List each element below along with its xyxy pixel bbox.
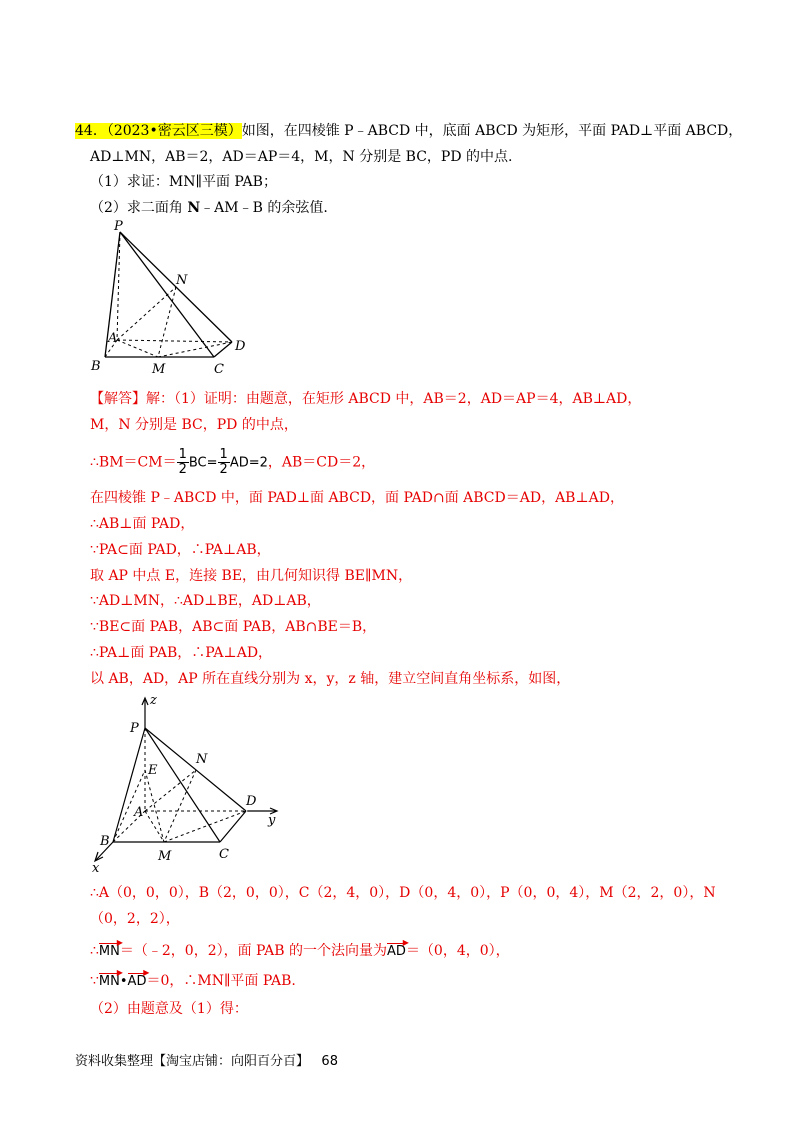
problem-source: （2023•密云区三模）: [106, 123, 242, 139]
vector-mn: MN ▶: [98, 938, 123, 959]
problem-line-2: AD⊥MN，AB＝2，AD＝AP＝4，M，N 分别是 BC，PD 的中点.: [90, 149, 513, 165]
fig2-label: z: [150, 693, 157, 708]
fig2-label: B: [100, 834, 110, 849]
vector-ad: AD ▶: [387, 938, 409, 959]
footer-text: 资料收集整理【淘宝店铺：向阳百分百】: [75, 1054, 310, 1069]
fraction: $\frac{1}{2}$: [219, 447, 228, 477]
fraction: $\frac{1}{2}$: [178, 447, 187, 477]
solution-tag: 【解答】: [90, 391, 146, 407]
solution-line-6: ∵PA⊂面 PAD，∴PA⊥AB，: [90, 542, 271, 558]
problem-part-1: （1）求证：MN∥平面 PAB；: [90, 174, 277, 190]
pyramid-figure-2: [88, 690, 288, 875]
problem-part-2: （2）求二面角 N﹣AM﹣B 的余弦值.: [90, 200, 328, 216]
vector-mn: MN ▶: [98, 968, 123, 989]
solution-line-11: 以 AB，AD，AP 所在直线分别为 x，y，z 轴，建立空间直角坐标系，如图，: [90, 671, 571, 687]
solution-line-10: ∴PA⊥面 PAB，∴PA⊥AD，: [90, 645, 273, 661]
solution-line-13: （0，2，2），: [90, 911, 180, 927]
solution-line-15: ∵MN ▶ •AD ▶ ＝0，∴MN∥平面 PAB.: [90, 968, 296, 989]
fig2-label: M: [158, 849, 172, 864]
fig2-label: x: [92, 861, 100, 875]
solution-line-14: ∴MN ▶ ＝（﹣2，0，2），面 PAB 的一个法向量为AD ▶ ＝（0，4，0），: [90, 938, 510, 959]
fig2-label: E: [148, 763, 158, 778]
page-footer: [75, 1050, 338, 1069]
problem-stem-1: 如图，在四棱锥 P﹣ABCD 中，底面 ABCD 为矩形，平面 PAD⊥平面 ABCD，: [241, 123, 743, 139]
fig1-label: D: [235, 339, 246, 354]
solution-line-8: ∵AD⊥MN，∴AD⊥BE，AD⊥AB，: [90, 593, 321, 609]
fig2-label: D: [246, 794, 257, 809]
fig2-label: P: [130, 721, 139, 736]
fig2-label: y: [268, 813, 276, 828]
problem-line-1: [75, 122, 742, 140]
fig2-label: A: [134, 805, 144, 820]
vector-ad: AD ▶: [127, 968, 150, 989]
pyramid-figure-1: [88, 220, 268, 380]
fig1-label: C: [214, 362, 224, 377]
solution-line-1: 【解答】解：（1）证明：由题意，在矩形 ABCD 中，AB＝2，AD＝AP＝4，AB⊥AD，: [90, 391, 642, 407]
fig1-label: A: [108, 331, 118, 346]
problem-number: 44．: [75, 123, 107, 139]
solution-line-2: M，N 分别是 BC，PD 的中点，: [90, 417, 298, 433]
solution-line-9: ∵BE⊂面 PAB，AB⊂面 PAB，AB∩BE＝B，: [90, 619, 377, 635]
solution-line-3: ∴BM＝CM＝ $\frac{1}{2}$ BC= $\frac{1}{2}$ AD=2，AB＝CD＝2，: [90, 447, 376, 477]
solution-line-7: 取 AP 中点 E，连接 BE，由几何知识得 BE∥MN，: [90, 568, 413, 584]
fig2-label: C: [219, 847, 229, 862]
fig2-label: N: [196, 752, 208, 767]
solution-line-12: ∴A（0，0，0），B（2，0，0），C（2，4，0），D（0，4，0），P（0，0，4），M（2，2，0），N: [90, 885, 716, 901]
fig1-label: B: [91, 359, 101, 374]
page-number: 68: [321, 1054, 338, 1069]
solution-line-4: 在四棱锥 P﹣ABCD 中，面 PAD⊥面 ABCD，面 PAD∩面 ABCD＝AD，AB⊥AD，: [90, 490, 624, 506]
fig1-label: P: [114, 220, 123, 234]
solution-line-5: ∴AB⊥面 PAD，: [90, 516, 195, 532]
fig1-label: N: [176, 273, 188, 288]
fig1-label: M: [152, 362, 166, 377]
solution-line-16: （2）由题意及（1）得：: [90, 1001, 248, 1017]
